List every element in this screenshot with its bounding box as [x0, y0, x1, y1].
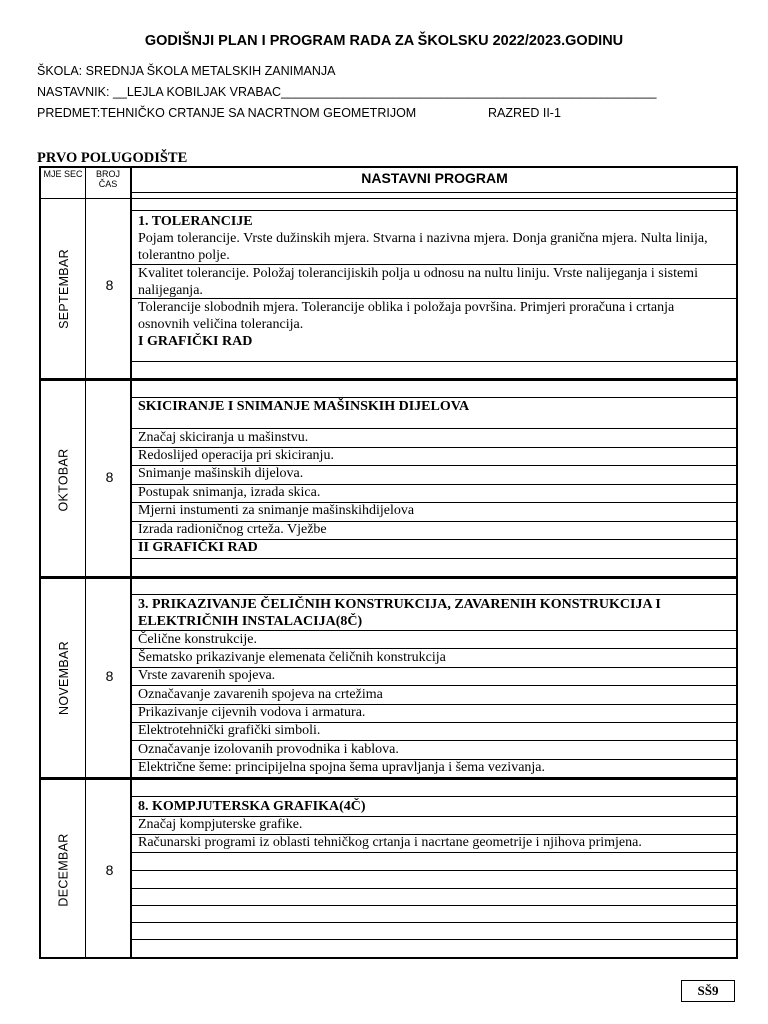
- topic-line: Električne šeme: principijelna spojna šema upravljanja i šema vezivanja.: [138, 760, 546, 775]
- topic-line: Vrste zavarenih spojeva.: [138, 668, 276, 683]
- month-label: DECEMBAR: [56, 832, 71, 907]
- month-september: [41, 199, 86, 379]
- school-line: ŠKOLA: SREDNJA ŠKOLA METALSKIH ZANIMANJA: [37, 64, 336, 78]
- topic-line: Tolerancije slobodnih mjera. Tolerancije oblika i položaja površina. Primjeri proračuna i crtanja osnovnih veličina tolerancija.: [138, 300, 675, 332]
- month-october: [41, 381, 86, 578]
- row-line: [131, 888, 736, 889]
- row-line: [131, 939, 736, 940]
- month-label: OKTOBAR: [56, 448, 71, 511]
- semester-heading: PRVO POLUGODIŠTE: [37, 150, 188, 166]
- topic-line: Izrada radioničnog crteža. Vježbe: [138, 522, 327, 537]
- topic-line: Označavanje izolovanih provodnika i kablova.: [138, 742, 399, 757]
- row-line: [131, 594, 736, 595]
- row-line: [131, 210, 736, 211]
- row-line: [131, 558, 736, 559]
- row-line: [131, 361, 736, 362]
- topic-line: Značaj skiciranja u mašinstvu.: [138, 430, 309, 445]
- program-table: [39, 166, 738, 959]
- month-label: SEPTEMBAR: [56, 249, 71, 329]
- row-line: [131, 852, 736, 853]
- class-line: RAZRED II-1: [488, 106, 561, 120]
- topic-line: Računarski programi iz oblasti tehničkog crtanja i nacrtane geometrije i njihova primjena.: [138, 835, 642, 850]
- row-line: [131, 870, 736, 871]
- topic-line: Snimanje mašinskih dijelova.: [138, 466, 304, 481]
- hours-september: 8: [105, 277, 114, 293]
- hours-november: 8: [105, 668, 114, 684]
- row-line: [131, 905, 736, 906]
- topic-line: Redoslijed operacija pri skiciranju.: [138, 448, 334, 463]
- hours-column-header: BROJ ČAS: [95, 169, 120, 189]
- topic-line: Šematsko prikazivanje elemenata čeličnih konstrukcija: [138, 650, 446, 665]
- header-bottom-line: [41, 198, 736, 199]
- topic-line: Elektrotehnički grafički simboli.: [138, 723, 321, 738]
- subject-line: PREDMET:TEHNIČKO CRTANJE SA NACRTNOM GEOMETRIJOM: [37, 106, 417, 120]
- month-label: NOVEMBAR: [56, 641, 71, 715]
- document-title: GODIŠNJI PLAN I PROGRAM RADA ZA ŠKOLSKU 2022/2023.GODINU: [144, 33, 624, 49]
- row-line: [131, 922, 736, 923]
- topic-line: Postupak snimanja, izrada skica.: [138, 485, 321, 500]
- topic-heading: SKICIRANJE I SNIMANJE MAŠINSKIH DIJELOVA: [138, 399, 470, 414]
- topic-line: Prikazivanje cijevnih vodova i armatura.: [138, 705, 366, 720]
- month-november: [41, 579, 86, 777]
- topic-line: Kvalitet tolerancije. Položaj tolerancijiskih polja u odnosu na nultu liniju. Vrste nalijeganja i sistemi nalijeganja.: [138, 266, 698, 298]
- hours-december: 8: [105, 862, 114, 878]
- topic-line: Čelične konstrukcije.: [138, 632, 257, 647]
- month-divider: [41, 777, 736, 780]
- month-column-header: MJE SEC: [43, 169, 83, 179]
- month-december: [41, 780, 86, 959]
- month-divider: [41, 378, 736, 381]
- hours-october: 8: [105, 469, 114, 485]
- topic-heading: 3. PRIKAZIVANJE ČELIČNIH KONSTRUKCIJA, ZAVARENIH KONSTRUKCIJA I ELEKTRIČNIH INSTALACIJA(8Č): [138, 597, 661, 629]
- topic-heading: 8. KOMPJUTERSKA GRAFIKA(4Č): [138, 799, 366, 814]
- topic-heading: 1. TOLERANCIJE: [138, 214, 253, 229]
- topic-line: Pojam tolerancije. Vrste dužinskih mjera. Stvarna i nazivna mjera. Donja granična mjera. Nulta linija, tolerantno polje.: [138, 231, 708, 263]
- page-label: SŠ9: [681, 980, 735, 1002]
- topic-line: Značaj kompjuterske grafike.: [138, 817, 303, 832]
- row-line: [131, 796, 736, 797]
- graphic-work-label: I GRAFIČKI RAD: [138, 334, 253, 349]
- row-line: [131, 192, 736, 193]
- topic-line: Mjerni instumenti za snimanje mašinskihdijelova: [138, 503, 415, 518]
- program-column-header: NASTAVNI PROGRAM: [361, 170, 508, 186]
- teacher-line: NASTAVNIK: __LEJLA KOBILJAK VRABAC______________________________________________________: [37, 85, 657, 99]
- month-divider: [41, 576, 736, 579]
- graphic-work-label: II GRAFIČKI RAD: [138, 540, 258, 555]
- topic-line: Označavanje zavarenih spojeva na crtežima: [138, 687, 383, 702]
